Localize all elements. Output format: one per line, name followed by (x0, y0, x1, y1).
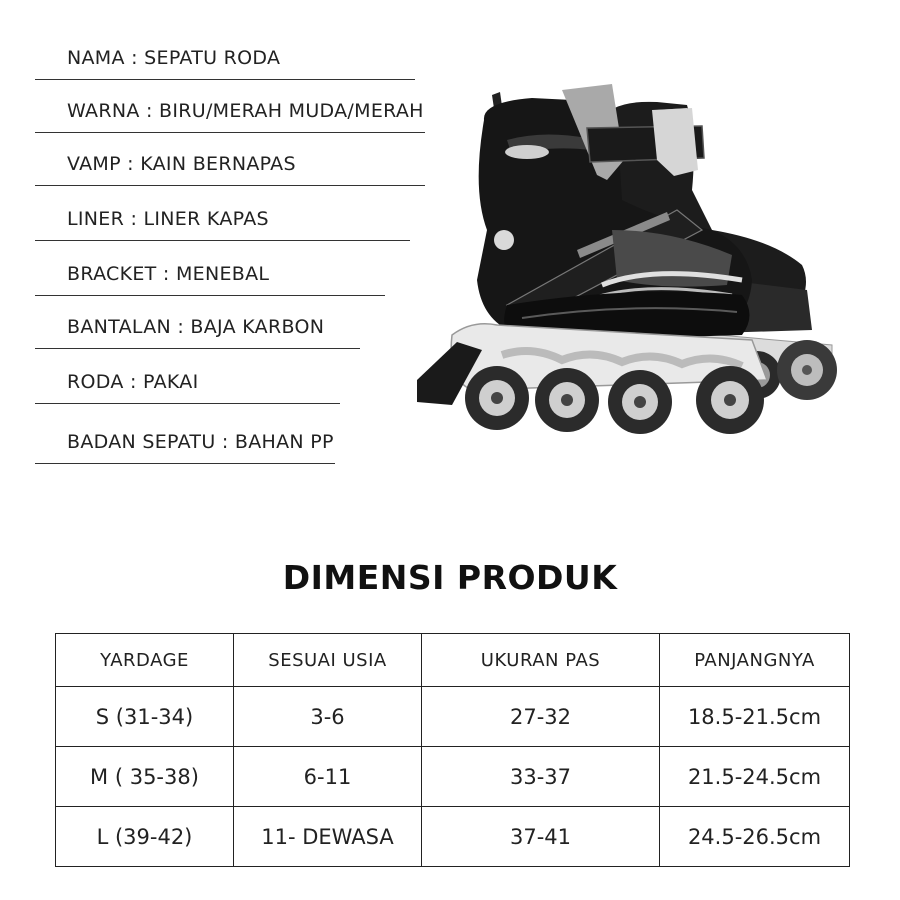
table-cell: 27-32 (422, 687, 660, 747)
spec-text: LINER : LINER KAPAS (67, 208, 269, 230)
spec-text: RODA : PAKAI (67, 371, 199, 393)
spec-row-roda (35, 351, 340, 404)
table-cell: 33-37 (422, 747, 660, 807)
size-table (55, 633, 850, 867)
table-row (56, 807, 850, 867)
table-cell: 18.5-21.5cm (660, 687, 850, 747)
table-cell: M ( 35-38) (56, 747, 234, 807)
front-skate (477, 84, 752, 342)
table-row (56, 687, 850, 747)
table-cell: 24.5-26.5cm (660, 807, 850, 867)
spec-row-warna (35, 80, 425, 133)
spec-text: WARNA : BIRU/MERAH MUDA/MERAH (67, 100, 424, 122)
spec-row-nama (35, 27, 415, 80)
table-cell: 37-41 (422, 807, 660, 867)
spec-text: NAMA : SEPATU RODA (67, 47, 281, 69)
spec-text: VAMP : KAIN BERNAPAS (67, 153, 296, 175)
table-header-row (56, 634, 850, 687)
section-title: DIMENSI PRODUK (282, 558, 618, 597)
table-cell: L (39-42) (56, 807, 234, 867)
header-ukuran-pas: UKURAN PAS (422, 634, 660, 687)
header-panjangnya: PANJANGNYA (660, 634, 850, 687)
header-sesuai-usia: SESUAI USIA (234, 634, 422, 687)
spec-text: BRACKET : MENEBAL (67, 263, 270, 285)
spec-row-badan-sepatu (35, 411, 335, 464)
table-cell: S (31-34) (56, 687, 234, 747)
table-row (56, 747, 850, 807)
table-cell: 21.5-24.5cm (660, 747, 850, 807)
table-cell: 6-11 (234, 747, 422, 807)
table-cell: 11- DEWASA (234, 807, 422, 867)
front-frame (417, 324, 767, 434)
table-cell: 3-6 (234, 687, 422, 747)
spec-row-vamp (35, 133, 425, 186)
spec-text: BADAN SEPATU : BAHAN PP (67, 431, 334, 453)
spec-row-bantalan (35, 296, 360, 349)
spec-row-liner (35, 188, 410, 241)
spec-row-bracket (35, 243, 385, 296)
inline-skate-image (412, 80, 862, 450)
spec-text: BANTALAN : BAJA KARBON (67, 316, 325, 338)
header-yardage: YARDAGE (56, 634, 234, 687)
